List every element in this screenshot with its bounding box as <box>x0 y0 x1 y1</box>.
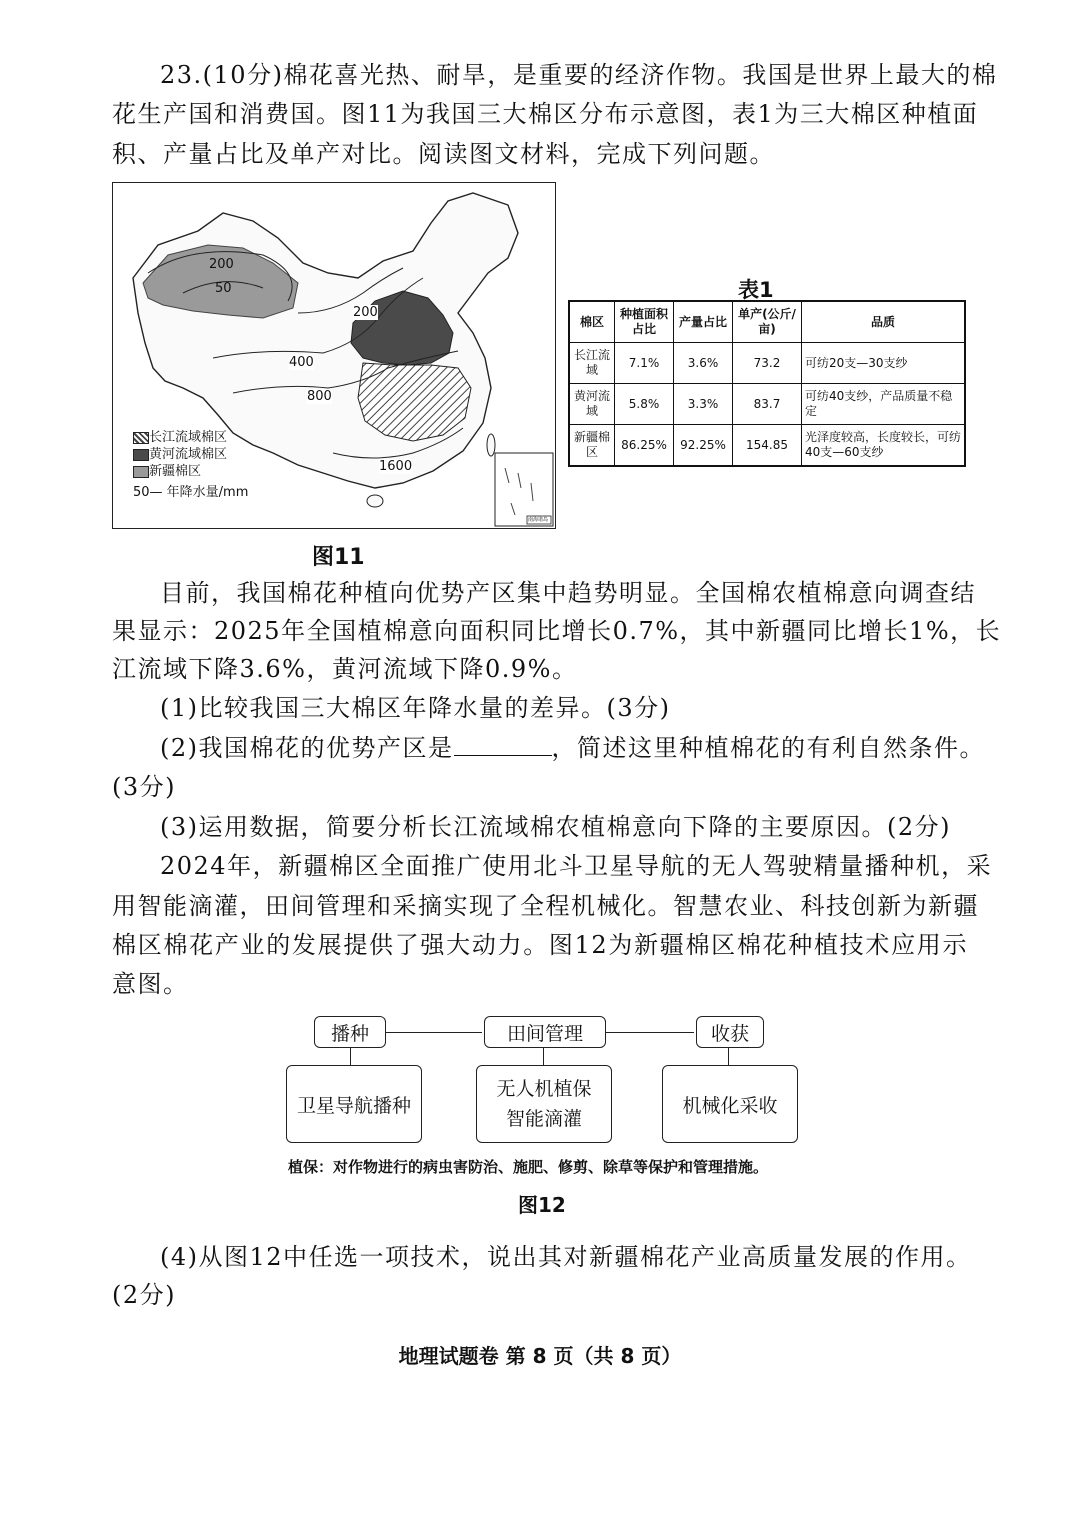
taiwan-island <box>487 434 495 456</box>
para2-line-3: 江流域下降3.6%，黄河流域下降0.9%。 <box>112 655 578 683</box>
para2-line-1: 目前，我国棉花种植向优势产区集中趋势明显。全国棉农植棉意向调查结 <box>160 579 976 607</box>
stage-field-management: 田间管理 <box>484 1016 606 1048</box>
legend-isohyet: 50— 年降水量/mm <box>133 485 249 500</box>
stage-sowing: 播种 <box>314 1016 386 1048</box>
figure-12-caption: 图12 <box>518 1193 566 1217</box>
table-1-title: 表1 <box>738 278 774 302</box>
table-row <box>569 384 965 425</box>
question-1: (1)比较我国三大棉区年降水量的差异。(3分) <box>160 694 671 722</box>
para3-line-2: 用智能滴灌，田间管理和采摘实现了全程机械化。智慧农业、科技创新为新疆 <box>112 892 979 920</box>
intro-line-1: 23.(10分)棉花喜光热、耐旱，是重要的经济作物。我国是世界上最大的棉 <box>160 61 998 89</box>
cell-output: 3.3% <box>674 384 733 425</box>
legend-yellow-river: 黄河流域棉区 <box>133 446 248 463</box>
cell-quality: 可纺20支—30支纱 <box>802 343 966 384</box>
question-4-score: (2分) <box>112 1281 176 1309</box>
para2-line-2: 果显示：2025年全国植棉意向面积同比增长0.7%，其中新疆同比增长1%，长 <box>112 617 1002 645</box>
cell-output: 3.6% <box>674 343 733 384</box>
question-3: (3)运用数据，简要分析长江流域棉农植棉意向下降的主要原因。(2分) <box>160 813 951 841</box>
question-4: (4)从图12中任选一项技术，说出其对新疆棉花产业高质量发展的作用。 <box>160 1243 972 1271</box>
cell-area: 86.25% <box>615 425 674 467</box>
figure-12-note: 植保：对作物进行的病虫害防治、施肥、修剪、除草等保护和管理措施。 <box>288 1158 769 1176</box>
cell-region: 新疆棉区 <box>569 425 615 467</box>
isohyet-label-1600: 1600 <box>379 459 413 474</box>
cell-region: 长江流域 <box>569 343 615 384</box>
cell-yield: 83.7 <box>733 384 802 425</box>
th-yield: 单产(公斤/亩) <box>733 301 802 343</box>
th-output-share: 产量占比 <box>674 301 733 343</box>
hainan-island <box>367 495 383 507</box>
table-header-row <box>569 301 965 343</box>
question-2-suffix: ，简述这里种植棉花的有利自然条件。 <box>551 734 985 762</box>
legend-xinjiang: 新疆棉区 <box>133 463 248 480</box>
tech-drone-drip <box>476 1065 612 1143</box>
isohyet-label-200-east: 200 <box>353 305 378 320</box>
inset-label: 南海诸岛 <box>528 517 549 523</box>
table-row <box>569 425 965 467</box>
intro-line-2: 花生产国和消费国。图11为我国三大棉区分布示意图，表1为三大棉区种植面 <box>112 100 979 128</box>
cell-area: 7.1% <box>615 343 674 384</box>
para3-line-3: 棉区棉花产业的发展提供了强大动力。图12为新疆棉区棉花种植技术应用示 <box>112 931 968 959</box>
connector-v-3 <box>728 1047 729 1065</box>
para3-line-4: 意图。 <box>112 970 189 998</box>
tech-smart-drip: 智能滴灌 <box>505 1108 582 1130</box>
question-2-score: (3分) <box>112 773 176 801</box>
figure-11-caption: 图11 <box>312 545 365 570</box>
question-2 <box>160 731 985 765</box>
cell-output: 92.25% <box>674 425 733 467</box>
connector-v-1 <box>350 1047 351 1065</box>
connector-v-2 <box>543 1047 544 1065</box>
cell-yield: 73.2 <box>733 343 802 384</box>
table-row <box>569 343 965 384</box>
cell-quality: 光泽度较高，长度较长，可纺40支—60支纱 <box>802 425 966 467</box>
isohyet-label-800: 800 <box>307 389 332 404</box>
question-2-prefix: (2)我国棉花的优势产区是 <box>160 734 454 762</box>
para3-line-1: 2024年，新疆棉区全面推广使用北斗卫星导航的无人驾驶精量播种机，采 <box>160 852 993 880</box>
stage-harvest: 收获 <box>696 1016 764 1048</box>
figure-11-map <box>112 182 556 529</box>
cell-yield: 154.85 <box>733 425 802 467</box>
isohyet-label-50: 50 <box>215 281 232 296</box>
cell-region: 黄河流域 <box>569 384 615 425</box>
th-quality: 品质 <box>802 301 966 343</box>
th-area-share: 种植面积占比 <box>615 301 674 343</box>
cell-area: 5.8% <box>615 384 674 425</box>
answer-blank[interactable] <box>454 733 552 756</box>
table-1 <box>568 300 966 467</box>
legend-yangtze: 长江流域棉区 <box>133 429 248 446</box>
tech-satellite-sowing: 卫星导航播种 <box>286 1065 422 1143</box>
page-footer: 地理试题卷 第 8 页（共 8 页） <box>398 1344 682 1368</box>
isohyet-label-200-north: 200 <box>209 257 234 272</box>
intro-line-3: 积、产量占比及单产对比。阅读图文材料，完成下列问题。 <box>112 140 775 168</box>
isohyet-label-400: 400 <box>289 355 314 370</box>
connector-top-1 <box>386 1032 482 1033</box>
th-region: 棉区 <box>569 301 615 343</box>
connector-top-2 <box>606 1032 694 1033</box>
tech-drone-plant-protection: 无人机植保 <box>496 1078 592 1100</box>
map-legend <box>133 429 248 501</box>
cell-quality: 可纺40支纱，产品质量不稳定 <box>802 384 966 425</box>
tech-mechanized-harvest: 机械化采收 <box>662 1065 798 1143</box>
